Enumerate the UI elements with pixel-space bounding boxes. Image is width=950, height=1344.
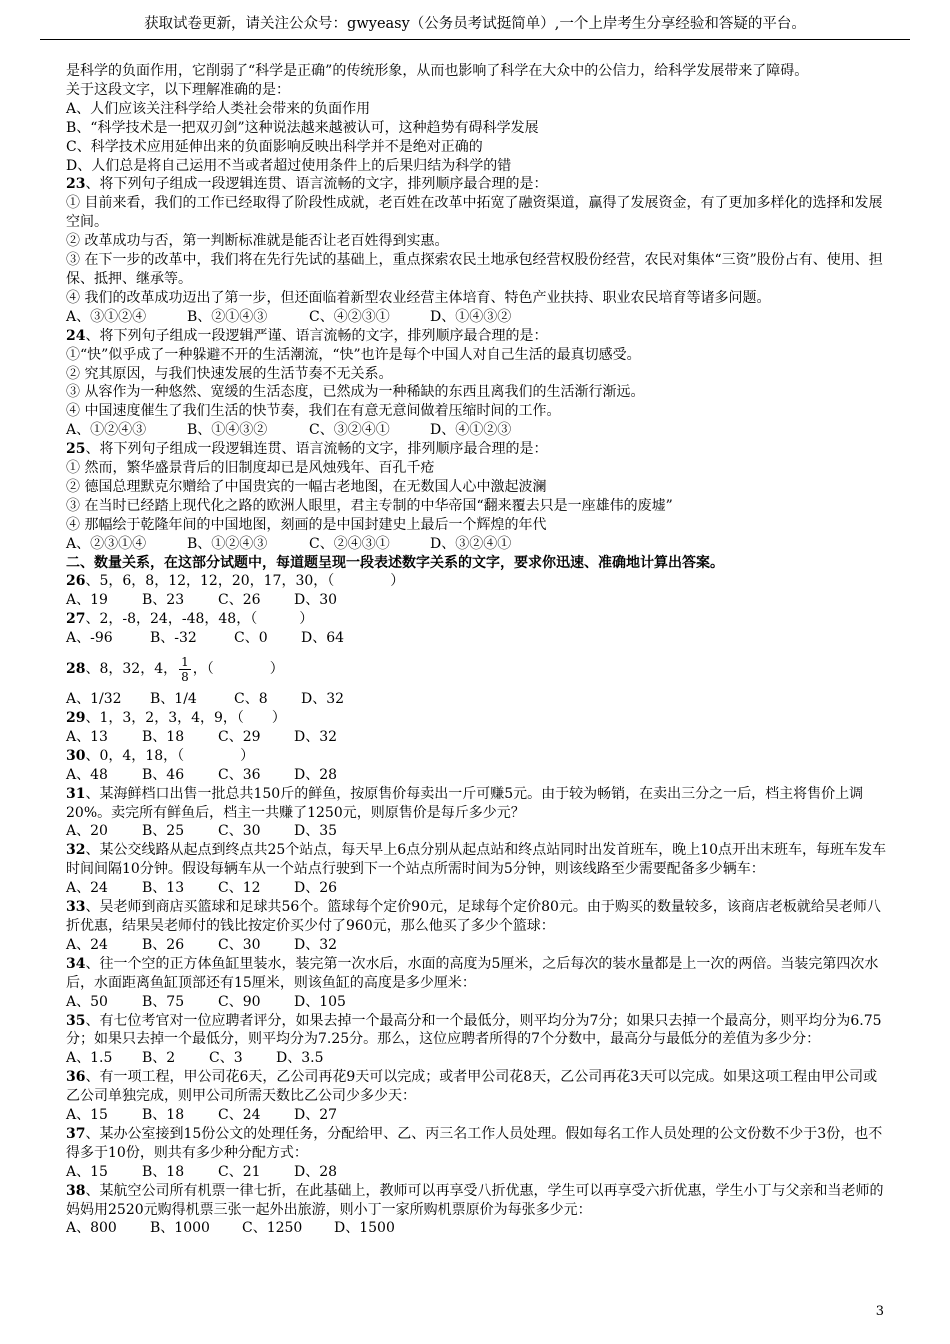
question-stem: 、8，32，4， [85, 661, 178, 678]
question-number: 27 [66, 611, 86, 628]
question-28 [66, 648, 888, 690]
sentence-item: ④ 那幅绘于乾隆年间的中国地图，刻画的是中国封建史上最后一个辉煌的年代 [66, 516, 547, 533]
question-stem: 、某航空公司所有机票一律七折，在此基础上，教师可以再享受八折优惠，学生可以再享受六折优惠，学生小丁与父亲和当老师的妈妈用2520元购得机票三张一起外出旅游，则小丁一家所购机票原价为每张多少元： [66, 1182, 884, 1218]
option-b: B、2 [142, 1050, 176, 1067]
question-24 [66, 327, 888, 346]
sentence-item: ② 德国总理默克尔赠给了中国贵宾的一幅古老地图，在无数国人心中激起波澜 [66, 478, 547, 495]
option-c: C、24 [218, 1107, 261, 1124]
question-stem: 、某海鲜档口出售一批总共150斤的鲜鱼，按原售价每卖出一斤可赚5元。由于较为畅销，在卖出三分之一后，档主将售价上调20%。卖完所有鲜鱼后，档主一共赚了1250元，则原售价是每斤多少元？ [66, 785, 864, 821]
question-30 [66, 747, 888, 766]
option-c: C、3 [209, 1050, 243, 1067]
question-35 [66, 1012, 888, 1050]
question-29 [66, 709, 888, 728]
question-number: 26 [66, 573, 86, 590]
options-row [66, 629, 888, 648]
option-c: C、③②④① [309, 422, 390, 439]
question-25 [66, 440, 888, 459]
option-d: D、3.5 [276, 1050, 324, 1067]
option-a: A、1/32 [66, 691, 122, 708]
sentence-item: ④ 中国速度催生了我们生活的快节奏，我们在有意无意间做着压缩时间的工作。 [66, 403, 561, 420]
option-b: B、1/4 [150, 691, 197, 708]
question-stem: 、吴老师到商店买篮球和足球共56个。篮球每个定价90元，足球每个定价80元。由于购买的数量较多，该商店老板就给吴老师八折优惠，结果吴老师付的钱比按定价买少付了960元，那么他买了多少个篮球： [66, 899, 881, 934]
option-d: D、人们总是将自己运用不当或者超过使用条件上的后果归结为科学的错 [66, 157, 512, 174]
sentence-item: ② 改革成功与否，第一判断标准就是能否让老百姓得到实惠。 [66, 233, 449, 250]
question-stem: 、某公交线路从起点到终点共25个站点，每天早上6点分别从起点站和终点站同时出发首班车，晚上10点开出末班车，每班车发车时间间隔10分钟。假设每辆车从一个站点行驶到下一个站点所需时间为5分钟，则该线路至少需要配备多少辆车： [66, 842, 887, 878]
passage-text: 是科学的负面作用，它削弱了“科学是正确”的传统形象，从而也影响了科学在大众中的公信力，给科学发展带来了障碍。 [66, 63, 809, 79]
question-number: 36 [66, 1069, 86, 1086]
options-row [66, 1163, 888, 1182]
option-c: C、12 [218, 880, 261, 897]
option-a: A、③①②④ [66, 308, 147, 325]
option-d: D、32 [301, 691, 345, 708]
fraction-denominator: 8 [181, 669, 189, 684]
section-heading: 二、数量关系，在这部分试题中，每道题呈现一段表述数字关系的文字，要求你迅速、准确地计算出答案。 [66, 554, 724, 571]
question-number: 31 [66, 785, 86, 802]
option-c: C、26 [218, 592, 261, 609]
question-stem: 、5，6，8，12，12，20，17，30，（ ） [85, 573, 405, 590]
question-number: 32 [66, 842, 86, 859]
question-stem: 、将下列句子组成一段逻辑连贯、语言流畅的文字，排列顺序最合理的是： [85, 176, 548, 193]
option-a: A、-96 [66, 630, 113, 647]
option-a: A、15 [66, 1107, 108, 1124]
option-c: C、8 [234, 691, 268, 708]
question-number: 34 [66, 955, 86, 972]
question-37 [66, 1125, 888, 1163]
question-stem: 、将下列句子组成一段逻辑严谨、语言流畅的文字，排列顺序最合理的是： [85, 327, 548, 344]
options-row [66, 535, 888, 554]
question-stem: 、某办公室接到15份公文的处理任务，分配给甲、乙、丙三名工作人员处理。假如每名工作人员处理的公文份数不少于3份，也不得多于10份，则共有多少种分配方式： [66, 1125, 883, 1161]
option-c: C、1250 [242, 1220, 303, 1237]
option-a: A、800 [66, 1220, 117, 1237]
option-b: B、13 [142, 880, 185, 897]
options-row [66, 308, 888, 327]
sentence-item: ③ 在当时已经踏上现代化之路的欧洲人眼里，君主专制的中华帝国“翻来覆去只是一座雄伟的废墟” [66, 497, 673, 514]
option-d: D、26 [294, 880, 338, 897]
page-number: 3 [875, 1304, 884, 1319]
option-c: C、30 [218, 823, 261, 840]
options-row [66, 822, 888, 841]
question-stem: 、将下列句子组成一段逻辑连贯、语言流畅的文字，排列顺序最合理的是： [85, 441, 548, 458]
option-d: D、1500 [334, 1220, 395, 1237]
option-a: A、②③①④ [66, 535, 147, 552]
option-c: C、36 [218, 766, 261, 783]
page-content [66, 62, 888, 1238]
question-number: 28 [66, 661, 86, 678]
options-row [66, 1106, 888, 1125]
question-stem: 、往一个空的正方体鱼缸里装水，装完第一次水后，水面的高度为5厘米，之后每次的装水量都是上一次的两倍。当装完第四次水后，水面距离鱼缸顶部还有15厘米，则该鱼缸的高度是多少厘米： [66, 955, 879, 991]
options-row [66, 1049, 888, 1068]
question-number: 24 [66, 327, 86, 344]
page-header: 获取试卷更新，请关注公众号：gwyeasy（公务员考试挺简单）,一个上岸考生分享经验和答疑的平台。 [40, 12, 910, 40]
option-b: B、“科学技术是一把双刃剑”这种说法越来越被认可，这种趋势有碍科学发展 [66, 119, 539, 136]
fraction [179, 655, 191, 684]
option-c: C、90 [218, 993, 261, 1010]
question-number: 33 [66, 899, 86, 916]
option-b: B、18 [142, 1107, 185, 1124]
options-row [66, 766, 888, 785]
question-36 [66, 1068, 888, 1106]
option-d: D、①④③② [430, 308, 512, 325]
options-row [66, 728, 888, 747]
option-d: D、30 [294, 592, 338, 609]
option-b: B、-32 [150, 630, 197, 647]
question-number: 38 [66, 1182, 86, 1199]
question-number: 29 [66, 710, 86, 726]
question-stem-end: ，（ ） [192, 661, 284, 678]
option-c: C、30 [218, 936, 261, 953]
question-34 [66, 955, 888, 993]
question-number: 23 [66, 176, 86, 193]
option-b: B、25 [142, 823, 185, 840]
option-b: B、①②④③ [187, 535, 268, 552]
option-c: C、0 [234, 630, 268, 647]
option-c: C、21 [218, 1163, 261, 1180]
options-row [66, 591, 888, 610]
sentence-item: ①“快”似乎成了一种躲避不开的生活潮流，“快”也许是每个中国人对自己生活的最真切感受。 [66, 346, 641, 363]
sentence-item: ② 究其原因，与我们快速发展的生活节奏不无关系。 [66, 365, 393, 382]
question-prompt: 关于这段文字，以下理解准确的是： [66, 81, 290, 98]
option-b: B、18 [142, 1163, 185, 1180]
option-d: D、③②④① [430, 535, 512, 552]
question-23 [66, 175, 888, 194]
option-a: A、48 [66, 766, 108, 783]
option-d: D、32 [294, 728, 338, 745]
sentence-item: ① 然而，繁华盛景背后的旧制度却已是风烛残年、百孔千疮 [66, 460, 435, 477]
option-d: D、32 [294, 936, 338, 953]
options-row [66, 421, 888, 440]
option-a: A、1.5 [66, 1050, 113, 1067]
option-a: A、人们应该关注科学给人类社会带来的负面作用 [66, 100, 371, 117]
question-33 [66, 898, 888, 936]
sentence-item: ③ 从容作为一种悠然、宽缓的生活态度，已然成为一种稀缺的东西且离我们的生活渐行渐远。 [66, 384, 645, 401]
options-row [66, 936, 888, 955]
option-b: B、18 [142, 728, 185, 745]
question-stem: 、有七位考官对一位应聘者评分，如果去掉一个最高分和一个最低分，则平均分为7分；如果只去掉一个最高分，则平均分为6.75分；如果只去掉一个最低分，则平均分为7.25分。那么，这位应聘者所得的7个分数中，最高分与最低分的差值为多少分： [66, 1012, 882, 1048]
question-26 [66, 572, 888, 591]
option-c: C、科学技术应用延伸出来的负面影响反映出科学并不是绝对正确的 [66, 138, 483, 155]
sentence-item: ① 目前来看，我们的工作已经取得了阶段性成就，老百姓在改革中拓宽了融资渠道，赢得了发展资金，有了更加多样化的选择和发展空间。 [66, 195, 883, 231]
options-row [66, 879, 888, 898]
question-number: 37 [66, 1125, 86, 1142]
option-d: D、④①②③ [430, 422, 512, 439]
option-c: C、④②③① [309, 308, 390, 325]
option-d: D、28 [294, 1163, 338, 1180]
option-b: B、①④③② [187, 422, 268, 439]
option-a: A、15 [66, 1163, 108, 1180]
option-a: A、13 [66, 728, 108, 745]
question-38 [66, 1182, 888, 1220]
option-d: D、105 [294, 993, 346, 1010]
option-a: A、20 [66, 823, 108, 840]
question-31 [66, 785, 888, 823]
question-stem: 、1，3，2，3，4，9，（ ） [85, 710, 286, 726]
options-row [66, 1219, 888, 1238]
question-number: 35 [66, 1012, 86, 1029]
question-number: 30 [66, 747, 86, 764]
option-a: A、24 [66, 936, 108, 953]
sentence-item: ④ 我们的改革成功迈出了第一步，但还面临着新型农业经营主体培育、特色产业扶持、职业农民培育等诸多问题。 [66, 289, 771, 306]
option-b: B、46 [142, 766, 185, 783]
option-a: A、24 [66, 880, 108, 897]
option-a: A、19 [66, 592, 108, 609]
question-27 [66, 610, 888, 629]
question-stem: 、2，-8，24，-48，48，（ ） [85, 611, 314, 628]
question-stem: 、0，4，18，（ ） [85, 747, 255, 764]
option-b: B、26 [142, 936, 185, 953]
option-c: C、29 [218, 728, 261, 745]
options-row [66, 993, 888, 1012]
option-b: B、1000 [150, 1220, 210, 1237]
question-number: 25 [66, 441, 86, 458]
option-d: D、64 [301, 630, 345, 647]
option-a: A、①②④③ [66, 422, 147, 439]
option-b: B、75 [142, 993, 185, 1010]
option-c: C、②④③① [309, 535, 390, 552]
sentence-item: ③ 在下一步的改革中，我们将在先行先试的基础上，重点探索农民土地承包经营权股份经营，农民对集体“三资”股份占有、使用、担保、抵押、继承等。 [66, 252, 883, 287]
question-stem: 、有一项工程，甲公司花6天，乙公司再花9天可以完成；或者甲公司花8天，乙公司再花3天可以完成。如果这项工程由甲公司或乙公司单独完成，则甲公司所需天数比乙公司少多少天： [66, 1069, 878, 1105]
question-32 [66, 841, 888, 879]
fraction-numerator: 1 [181, 654, 189, 669]
option-d: D、35 [294, 823, 338, 840]
option-b: B、23 [142, 592, 185, 609]
option-b: B、②①④③ [187, 308, 268, 325]
option-d: D、27 [294, 1107, 338, 1124]
options-row [66, 690, 888, 709]
option-a: A、50 [66, 993, 108, 1010]
option-d: D、28 [294, 766, 338, 783]
